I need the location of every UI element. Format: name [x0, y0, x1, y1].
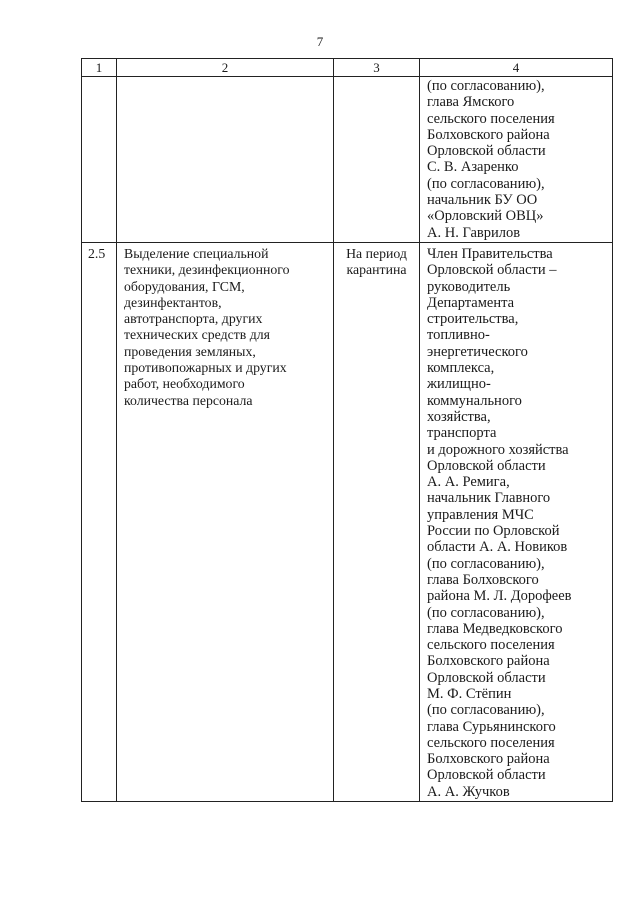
- cell-action: [117, 242, 334, 801]
- text-line: топливно-: [427, 327, 490, 344]
- header-col-4: 4: [420, 59, 613, 77]
- text-line: комплекса,: [427, 360, 495, 377]
- action-text: [117, 243, 333, 409]
- table-header-row: [82, 59, 613, 77]
- text-line: работ, необходимого: [124, 376, 245, 392]
- text-line: области А. А. Новиков: [427, 539, 568, 556]
- table-body: [82, 77, 613, 802]
- text-line: «Орловский ОВЦ»: [427, 208, 544, 225]
- text-line: карантина: [346, 262, 407, 278]
- text-line: района М. Л. Дорофеев: [427, 588, 572, 605]
- text-line: А. А. Ремига,: [427, 474, 510, 491]
- text-line: Орловской области: [427, 767, 546, 784]
- action-text: [117, 77, 333, 80]
- text-line: (по согласованию),: [427, 555, 545, 572]
- table-row-2-5: [82, 242, 613, 801]
- row-number: 2.5: [88, 245, 106, 261]
- responsible-text: [420, 243, 612, 801]
- text-line: автотранспорта, других: [124, 311, 263, 327]
- header-col-3: 3: [334, 59, 420, 77]
- text-line: начальник Главного: [427, 490, 551, 507]
- text-line: технических средств для: [124, 327, 270, 343]
- text-line: энергетического: [427, 343, 528, 360]
- text-line: (по согласованию),: [427, 175, 545, 192]
- text-line: (по согласованию),: [427, 604, 545, 621]
- row-number: [82, 77, 116, 80]
- text-line: Департамента: [427, 294, 515, 311]
- text-line: количества персонала: [124, 392, 253, 408]
- text-line: Выделение специальной: [124, 245, 269, 261]
- text-line: и дорожного хозяйства: [427, 441, 569, 458]
- text-line: транспорта: [427, 425, 497, 442]
- responsible-text: [420, 77, 612, 242]
- page-number: 7: [316, 34, 324, 49]
- text-line: Член Правительства: [427, 245, 553, 262]
- text-line: Болховского района: [427, 126, 550, 143]
- text-line: сельского поселения: [427, 734, 555, 751]
- text-line: Орловской области: [427, 143, 546, 160]
- cell-period: [334, 242, 420, 801]
- text-line: Болховского района: [427, 751, 550, 768]
- text-line: На период: [346, 245, 407, 261]
- text-line: Орловской области: [427, 669, 546, 686]
- header-col-1: 1: [82, 59, 117, 77]
- cell-period: [334, 77, 420, 243]
- measures-table: [81, 58, 613, 802]
- text-line: глава Медведковского: [427, 620, 563, 637]
- text-line: техники, дезинфекционного: [124, 262, 290, 278]
- text-line: глава Болховского: [427, 571, 539, 588]
- cell-action: [117, 77, 334, 243]
- text-line: России по Орловской: [427, 523, 560, 540]
- period-text: [334, 243, 419, 279]
- period-text: [334, 77, 419, 80]
- cell-number: [82, 242, 117, 801]
- text-line: (по согласованию),: [427, 702, 545, 719]
- text-line: С. В. Азаренко: [427, 159, 519, 176]
- text-line: коммунального: [427, 392, 522, 409]
- text-line: дезинфектантов,: [124, 294, 222, 310]
- text-line: жилищно-: [427, 376, 491, 393]
- table-header: [82, 59, 613, 77]
- header-col-2: 2: [117, 59, 334, 77]
- text-line: А. А. Жучков: [427, 783, 510, 800]
- text-line: А. Н. Гаврилов: [427, 224, 521, 241]
- cell-responsible: [420, 77, 613, 243]
- text-line: руководитель: [427, 278, 511, 295]
- text-line: глава Сурьянинского: [427, 718, 556, 735]
- text-line: хозяйства,: [427, 408, 491, 425]
- text-line: противопожарных и других: [124, 360, 287, 376]
- text-line: проведения земляных,: [124, 343, 256, 359]
- text-line: Орловской области –: [427, 262, 557, 279]
- cell-responsible: [420, 242, 613, 801]
- text-line: Болховского района: [427, 653, 550, 670]
- text-line: Орловской области: [427, 457, 546, 474]
- text-line: сельского поселения: [427, 637, 555, 654]
- table-row-continuation: [82, 77, 613, 243]
- text-line: глава Ямского: [427, 94, 515, 111]
- cell-number: [82, 77, 117, 243]
- text-line: оборудования, ГСМ,: [124, 278, 245, 294]
- text-line: М. Ф. Стёпин: [427, 685, 512, 702]
- text-line: сельского поселения: [427, 110, 555, 127]
- text-line: строительства,: [427, 311, 519, 328]
- text-line: начальник БУ ОО: [427, 192, 538, 209]
- text-line: (по согласованию),: [427, 78, 545, 94]
- text-line: управления МЧС: [427, 506, 534, 523]
